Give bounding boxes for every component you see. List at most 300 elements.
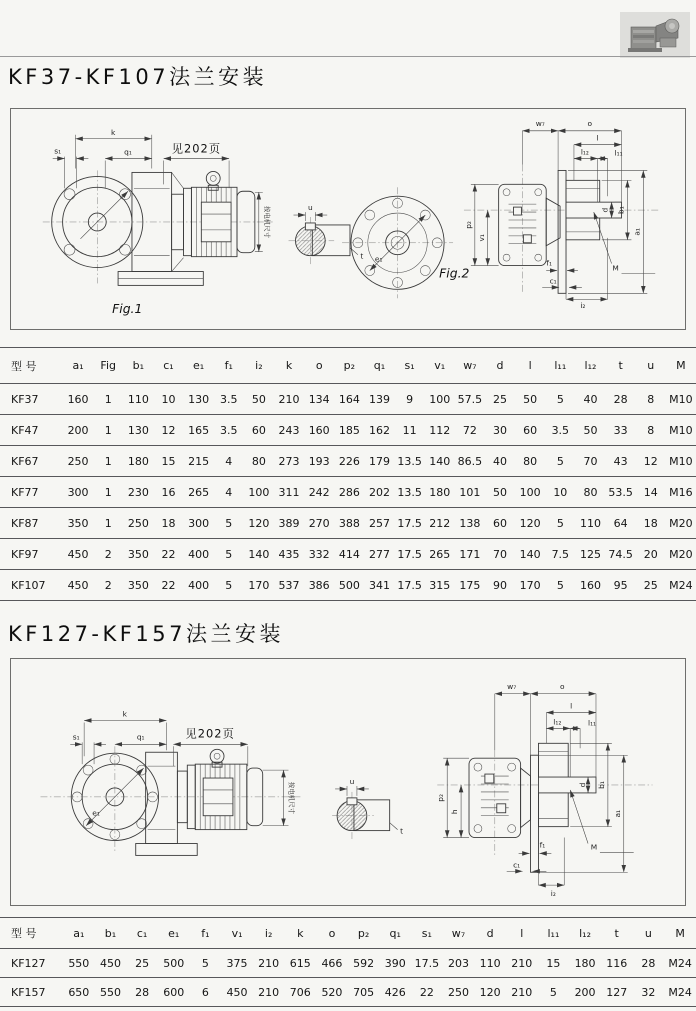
value-cell: 203 — [448, 956, 469, 970]
table-row — [0, 384, 696, 415]
top-divider — [0, 56, 696, 57]
value-cell: 180 — [429, 485, 451, 499]
column-header: l₁₂ — [584, 359, 597, 372]
value-cell: 22 — [161, 578, 176, 592]
value-cell: 600 — [163, 985, 185, 999]
fig1-caption: Fig.1 — [112, 302, 143, 317]
value-cell: 179 — [368, 454, 390, 468]
dim-label-c1: c₁ — [549, 276, 557, 286]
value-cell: 4 — [225, 454, 233, 468]
value-cell: 175 — [459, 578, 481, 592]
value-cell: 537 — [278, 578, 300, 592]
value-cell: 210 — [511, 985, 533, 999]
value-cell: 18 — [643, 516, 658, 530]
value-cell: 215 — [188, 454, 210, 468]
value-cell: 28 — [135, 985, 150, 999]
value-cell: 277 — [368, 547, 390, 561]
value-cell: 8 — [647, 392, 655, 406]
column-header: q₁ — [373, 359, 386, 372]
value-cell: 350 — [67, 516, 89, 530]
value-cell: 257 — [368, 516, 390, 530]
column-header: b₁ — [132, 359, 145, 372]
model-cell: KF47 — [11, 423, 39, 437]
value-cell: 17.5 — [397, 516, 422, 530]
technical-drawing-kf127-kf157 — [11, 659, 685, 905]
dim-label-k: k — [110, 127, 116, 137]
column-header: f₁ — [224, 359, 233, 372]
table-row — [0, 477, 696, 508]
dim-label-l12: l₁₂ — [580, 147, 589, 157]
value-cell: 500 — [338, 578, 360, 592]
dim-label-f1: f₁ — [546, 258, 552, 268]
value-cell: 60 — [251, 423, 266, 437]
column-header: s₁ — [421, 926, 432, 940]
value-cell: 265 — [429, 547, 451, 561]
value-cell: 250 — [127, 516, 149, 530]
value-cell: 300 — [188, 516, 210, 530]
column-header: e₁ — [168, 926, 180, 940]
value-cell: 80 — [523, 454, 538, 468]
value-cell: 53.5 — [608, 485, 633, 499]
value-cell: 28 — [641, 956, 656, 970]
dim-label-m: M — [612, 263, 619, 273]
dim-label-e1: e₁ — [374, 254, 383, 264]
value-cell: 13.5 — [397, 485, 422, 499]
value-cell: 90 — [493, 578, 508, 592]
column-header: o — [315, 359, 323, 372]
value-cell: 25 — [493, 392, 508, 406]
dim-label-w7: w₇ — [535, 118, 545, 128]
value-cell: 64 — [613, 516, 628, 530]
value-cell: 500 — [163, 956, 185, 970]
header-row — [0, 348, 696, 384]
model-cell: KF87 — [11, 516, 39, 530]
value-cell: M10 — [669, 454, 693, 468]
value-cell: 140 — [519, 547, 541, 561]
dim-label-b1: b₁ — [596, 781, 606, 789]
value-cell: 25 — [135, 956, 150, 970]
value-cell: 9 — [406, 392, 414, 406]
column-header: v₁ — [434, 359, 446, 372]
value-cell: 270 — [308, 516, 330, 530]
value-cell: 57.5 — [457, 392, 483, 406]
value-cell: 265 — [188, 485, 210, 499]
column-header: d — [496, 359, 504, 372]
value-cell: 400 — [188, 547, 210, 561]
model-cell: KF107 — [11, 578, 46, 592]
value-cell: 112 — [429, 423, 451, 437]
dim-label-w7: w₇ — [507, 681, 517, 691]
value-cell: 15 — [546, 956, 561, 970]
value-cell: 550 — [68, 956, 90, 970]
column-header: u — [647, 359, 655, 372]
value-cell: 17.5 — [414, 956, 440, 970]
value-cell: 86.5 — [457, 454, 483, 468]
column-header: p₂ — [343, 359, 356, 372]
per-motor-note: 按电机尺寸 — [262, 205, 271, 239]
dim-label-l: l — [570, 701, 573, 711]
table-row — [0, 415, 696, 446]
value-cell: 1 — [104, 454, 112, 468]
model-cell: KF37 — [11, 392, 39, 406]
value-cell: 210 — [258, 956, 280, 970]
value-cell: 130 — [127, 423, 149, 437]
value-cell: 32 — [641, 985, 656, 999]
value-cell: 30 — [493, 423, 508, 437]
value-cell: 435 — [278, 547, 300, 561]
value-cell: 250 — [448, 985, 469, 999]
dim-label-o: o — [559, 681, 565, 691]
value-cell: M16 — [669, 485, 693, 499]
dim-label-h: h — [450, 809, 460, 815]
table-row — [0, 949, 696, 978]
dim-label-u: u — [349, 776, 355, 786]
column-header: l — [528, 359, 532, 372]
dim-label-v1: v₁ — [476, 234, 486, 242]
value-cell: 139 — [368, 392, 390, 406]
column-header: t — [618, 359, 623, 372]
value-cell: 164 — [338, 392, 360, 406]
value-cell: 43 — [613, 454, 628, 468]
value-cell: M20 — [669, 547, 693, 561]
see-page-note: 见202页 — [185, 726, 235, 741]
value-cell: 74.5 — [608, 547, 633, 561]
column-header: k — [297, 926, 304, 940]
table-row — [0, 446, 696, 477]
value-cell: 50 — [493, 485, 508, 499]
value-cell: 50 — [523, 392, 538, 406]
value-cell: 180 — [574, 956, 596, 970]
see-page-note: 见202页 — [171, 141, 222, 156]
per-motor-note: 按电机尺寸 — [287, 781, 296, 814]
value-cell: 3.5 — [220, 392, 238, 406]
dim-label-q1: q₁ — [136, 732, 145, 742]
column-header: o — [328, 926, 336, 940]
value-cell: 170 — [248, 578, 270, 592]
dimension-table-kf127-kf157 — [0, 917, 696, 1007]
value-cell: 165 — [188, 423, 210, 437]
value-cell: 40 — [493, 454, 508, 468]
value-cell: 101 — [459, 485, 481, 499]
value-cell: 120 — [479, 985, 501, 999]
value-cell: 450 — [99, 956, 121, 970]
value-cell: 14 — [643, 485, 658, 499]
value-cell: 100 — [519, 485, 541, 499]
value-cell: 70 — [583, 454, 598, 468]
value-cell: 300 — [67, 485, 89, 499]
value-cell: 160 — [67, 392, 89, 406]
dim-label-p2: p₂ — [463, 221, 473, 229]
technical-drawing-kf37-kf107 — [11, 109, 685, 329]
value-cell: 466 — [321, 956, 343, 970]
value-cell: 50 — [251, 392, 266, 406]
value-cell: 80 — [583, 485, 598, 499]
dim-label-k: k — [122, 709, 127, 719]
value-cell: 414 — [338, 547, 360, 561]
value-cell: 50 — [583, 423, 598, 437]
value-cell: 202 — [368, 485, 390, 499]
dim-label-e1: e₁ — [92, 808, 100, 818]
column-header: p₂ — [357, 926, 370, 940]
value-cell: 160 — [579, 578, 601, 592]
value-cell: 28 — [613, 392, 628, 406]
column-header: v₁ — [231, 926, 243, 940]
column-header: s₁ — [404, 359, 415, 372]
value-cell: 389 — [278, 516, 300, 530]
value-cell: 5 — [225, 578, 233, 592]
value-cell: 550 — [99, 985, 121, 999]
dim-label-a1: a₁ — [632, 228, 642, 236]
value-cell: M24 — [668, 985, 692, 999]
value-cell: 127 — [606, 985, 628, 999]
value-cell: 162 — [368, 423, 390, 437]
value-cell: 1 — [104, 423, 112, 437]
value-cell: 11 — [402, 423, 417, 437]
value-cell: 12 — [161, 423, 176, 437]
value-cell: 650 — [68, 985, 90, 999]
section2-title: KF127-KF157法兰安装 — [8, 622, 284, 646]
value-cell: 250 — [67, 454, 89, 468]
value-cell: 95 — [613, 578, 628, 592]
dim-label-l11: l₁₁ — [614, 148, 623, 158]
value-cell: 705 — [353, 985, 375, 999]
column-header: a₁ — [72, 359, 84, 372]
value-cell: 72 — [462, 423, 477, 437]
dim-label-u: u — [307, 203, 313, 213]
value-cell: 20 — [643, 547, 658, 561]
value-cell: 230 — [127, 485, 149, 499]
fig2-caption: Fig.2 — [439, 266, 470, 281]
value-cell: M10 — [669, 392, 693, 406]
dimension-table-kf37-kf107 — [0, 347, 696, 601]
value-cell: 140 — [248, 547, 270, 561]
value-cell: 116 — [606, 956, 628, 970]
model-cell: KF67 — [11, 454, 39, 468]
column-header: l₁₁ — [554, 359, 567, 372]
value-cell: 138 — [459, 516, 481, 530]
value-cell: M24 — [669, 578, 693, 592]
value-cell: 375 — [226, 956, 248, 970]
dim-label-l: l — [596, 133, 599, 143]
value-cell: 134 — [308, 392, 330, 406]
value-cell: 520 — [321, 985, 343, 999]
value-cell: 386 — [308, 578, 330, 592]
model-cell: KF97 — [11, 547, 39, 561]
figure-panel-kf127-kf157 — [10, 658, 686, 906]
value-cell: 311 — [278, 485, 300, 499]
column-header: a₁ — [73, 926, 85, 940]
value-cell: 5 — [556, 516, 564, 530]
value-cell: 388 — [338, 516, 360, 530]
dim-label-d: d — [600, 207, 610, 213]
model-cell: KF157 — [11, 985, 46, 999]
dim-label-s1: s₁ — [72, 732, 80, 742]
figure-panel-kf37-kf107 — [10, 108, 686, 330]
value-cell: 170 — [519, 578, 541, 592]
column-header: c₁ — [163, 359, 174, 372]
value-cell: 210 — [258, 985, 280, 999]
value-cell: 1 — [104, 392, 112, 406]
value-cell: 2 — [104, 547, 112, 561]
value-cell: 592 — [353, 956, 375, 970]
model-cell: KF127 — [11, 956, 46, 970]
value-cell: 2 — [104, 578, 112, 592]
value-cell: 5 — [549, 985, 557, 999]
value-cell: 60 — [523, 423, 538, 437]
table-row — [0, 570, 696, 601]
value-cell: 8 — [647, 423, 655, 437]
column-header: l₁₁ — [547, 926, 560, 940]
column-header: b₁ — [104, 926, 117, 940]
column-header: w₇ — [451, 926, 466, 940]
value-cell: 70 — [493, 547, 508, 561]
column-header: e₁ — [193, 359, 205, 372]
value-cell: 22 — [419, 985, 434, 999]
value-cell: 615 — [289, 956, 311, 970]
value-cell: 450 — [67, 547, 89, 561]
value-cell: 5 — [225, 547, 233, 561]
value-cell: 212 — [429, 516, 451, 530]
value-cell: 242 — [308, 485, 330, 499]
section1-title: KF37-KF107法兰安装 — [8, 65, 268, 89]
value-cell: M10 — [669, 423, 693, 437]
dim-label-p2: p₂ — [436, 794, 446, 802]
dim-label-f1: f₁ — [539, 840, 546, 850]
value-cell: 40 — [583, 392, 598, 406]
value-cell: 3.5 — [220, 423, 238, 437]
value-cell: 140 — [429, 454, 451, 468]
dim-label-l12: l₁₂ — [553, 717, 562, 727]
value-cell: 17.5 — [397, 578, 422, 592]
value-cell: 1 — [104, 516, 112, 530]
value-cell: 25 — [643, 578, 658, 592]
value-cell: 22 — [161, 547, 176, 561]
dim-label-b1: b₁ — [616, 206, 626, 214]
value-cell: 7.5 — [551, 547, 570, 561]
model-cell: KF77 — [11, 485, 39, 499]
table-row — [0, 539, 696, 570]
value-cell: 3.5 — [551, 423, 570, 437]
dim-label-i2: i₂ — [550, 889, 556, 899]
value-cell: 12 — [643, 454, 658, 468]
value-cell: 185 — [338, 423, 360, 437]
value-cell: M24 — [668, 956, 692, 970]
value-cell: 60 — [493, 516, 508, 530]
value-cell: 390 — [384, 956, 406, 970]
value-cell: 286 — [338, 485, 360, 499]
value-cell: 350 — [127, 547, 149, 561]
value-cell: 210 — [278, 392, 300, 406]
value-cell: 200 — [574, 985, 596, 999]
value-cell: 110 — [479, 956, 501, 970]
column-header: c₁ — [136, 926, 148, 940]
value-cell: 400 — [188, 578, 210, 592]
value-cell: 110 — [127, 392, 149, 406]
column-header: u — [644, 926, 652, 940]
column-header: f₁ — [201, 926, 210, 940]
value-cell: 243 — [278, 423, 300, 437]
value-cell: 6 — [201, 985, 209, 999]
value-cell: 13.5 — [397, 454, 422, 468]
value-cell: 16 — [161, 485, 176, 499]
value-cell: 120 — [248, 516, 270, 530]
value-cell: 1 — [104, 485, 112, 499]
value-cell: 4 — [225, 485, 233, 499]
value-cell: 100 — [248, 485, 270, 499]
value-cell: 450 — [226, 985, 248, 999]
value-cell: 15 — [161, 454, 176, 468]
column-header: q₁ — [389, 926, 401, 940]
value-cell: 171 — [459, 547, 481, 561]
column-header: d — [486, 926, 494, 940]
value-cell: 160 — [308, 423, 330, 437]
column-header: l — [520, 926, 524, 940]
dim-label-q1: q₁ — [124, 147, 132, 157]
value-cell: 200 — [67, 423, 89, 437]
column-header: Fig — [100, 359, 116, 372]
value-cell: 332 — [308, 547, 330, 561]
value-cell: 100 — [429, 392, 451, 406]
value-cell: 10 — [161, 392, 176, 406]
header-row — [0, 918, 696, 949]
column-header: i₂ — [264, 926, 273, 940]
value-cell: 180 — [127, 454, 149, 468]
value-cell: 426 — [384, 985, 406, 999]
value-cell: 341 — [368, 578, 390, 592]
value-cell: 110 — [579, 516, 601, 530]
value-cell: 5 — [201, 956, 209, 970]
gearmotor-photo — [620, 12, 690, 58]
dim-label-m: M — [590, 842, 598, 852]
dim-label-t: t — [400, 826, 404, 836]
value-cell: 273 — [278, 454, 300, 468]
dim-label-i2: i₂ — [580, 301, 586, 311]
dim-label-l11: l₁₁ — [588, 718, 597, 728]
value-cell: 120 — [519, 516, 541, 530]
dim-label-o: o — [587, 118, 593, 128]
value-cell: 5 — [225, 516, 233, 530]
dim-label-c1: c₁ — [513, 860, 521, 870]
dim-label-a1: a₁ — [612, 809, 622, 818]
dim-label-d: d — [578, 782, 588, 788]
value-cell: 226 — [338, 454, 360, 468]
column-header: w₇ — [463, 359, 477, 372]
value-cell: 17.5 — [397, 547, 422, 561]
column-header: t — [614, 926, 619, 940]
value-cell: 5 — [556, 454, 564, 468]
column-header: k — [285, 359, 293, 372]
value-cell: 130 — [188, 392, 210, 406]
dim-label-s1: s₁ — [54, 146, 62, 156]
column-header: l₁₂ — [579, 926, 592, 940]
column-header: M — [676, 359, 686, 372]
value-cell: 5 — [556, 392, 564, 406]
value-cell: 210 — [511, 956, 533, 970]
value-cell: 450 — [67, 578, 89, 592]
value-cell: 706 — [289, 985, 311, 999]
value-cell: 33 — [613, 423, 628, 437]
value-cell: 80 — [251, 454, 266, 468]
value-cell: 350 — [127, 578, 149, 592]
table-row — [0, 978, 696, 1007]
value-cell: 193 — [308, 454, 330, 468]
dim-label-t: t — [360, 251, 364, 261]
column-header: 型 号 — [11, 359, 37, 373]
value-cell: M20 — [669, 516, 693, 530]
value-cell: 125 — [579, 547, 601, 561]
value-cell: 10 — [553, 485, 568, 499]
column-header: i₂ — [255, 359, 263, 372]
